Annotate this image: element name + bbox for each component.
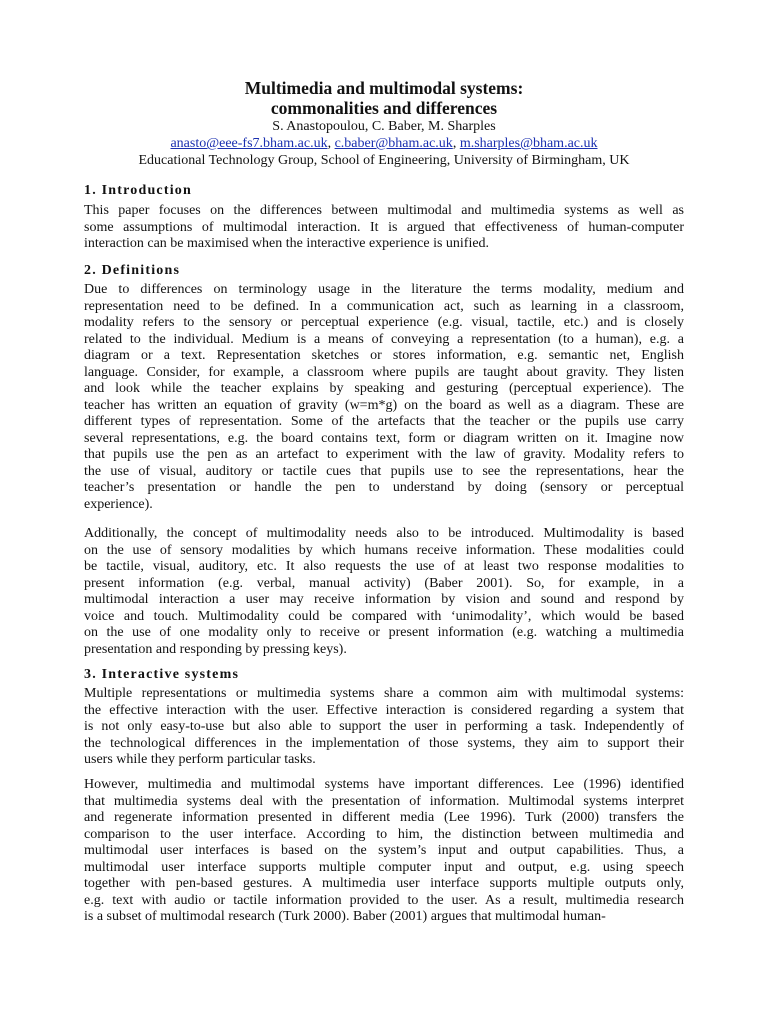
- paragraph-definitions-2: [84, 526, 684, 658]
- author-block: [0, 118, 768, 169]
- paragraph-line: diagram or a text. Representation sketches or stores information, e.g. semantic net, English: [84, 348, 684, 363]
- paragraph-line: related to the individual. Medium is a means of conveying a representation (to a human), e.g. a: [84, 331, 684, 347]
- paragraph-line: Additionally, the concept of multimodality needs also to be introduced. Multimodality is based: [84, 526, 684, 541]
- paragraph-line: voice and touch. Multimodality could be compared with ‘unimodality’, which would be based: [84, 608, 684, 624]
- paragraph-line: be tactile, visual, auditory, etc. It also requests the use of at least two response modalities to: [84, 559, 684, 574]
- paragraph-line: multimodal user interfaces is based on the system’s input and output capabilities. Thus, a: [84, 843, 684, 858]
- paragraph-line: interaction can be maximised when the interactive experience is unified.: [84, 236, 490, 251]
- email-link-sharples[interactable]: m.sharples@bham.ac.uk: [459, 136, 598, 151]
- paragraph-line: different types of representation. Some of the artefacts that the teacher or the pupils use carry: [84, 414, 684, 429]
- paragraph-line: teacher’s presentation or handle the pen to understand by doing (sensory or perceptual: [84, 480, 684, 495]
- paragraph-line: the use of visual, auditory or tactile cues that pupils use to see the representations, hear the: [84, 463, 684, 479]
- email-link-baber[interactable]: c.baber@bham.ac.uk: [334, 136, 453, 151]
- paragraph-line: and look while the teacher explains by speaking and gesturing (perceptual experience). The: [84, 381, 684, 396]
- paragraph-line: present information (e.g. verbal, manual activity) (Baber 2001). So, for example, in a: [84, 575, 684, 591]
- title-line: Multimedia and multimodal systems:: [244, 78, 524, 98]
- author-emails: [0, 135, 768, 152]
- paragraph-line: teacher has written an equation of gravity (w=m*g) on the board as well as a diagram. These are: [84, 397, 684, 413]
- paragraph-line: and regenerate information presented in different media (Lee 1996). Turk (2000) transfers the: [84, 810, 684, 825]
- paragraph-line: Due to differences on terminology usage in the literature the terms modality, medium and: [84, 282, 684, 297]
- paragraph-line: some assumptions of multimodal interaction. It is argued that effectiveness of human-computer: [84, 219, 684, 235]
- paragraph-line: However, multimedia and multimodal systems have important differences. Lee (1996) identified: [84, 777, 684, 792]
- paragraph-introduction: [84, 203, 684, 253]
- paragraph-line: comparison to the user interface. According to him, the distinction between multimedia and: [84, 826, 684, 842]
- paragraph-line: is a subset of multimodal research (Turk 2000). Baber (2001) argues that multimodal human-: [84, 909, 606, 924]
- paragraph-line: is not only easy-to-use but also able to support the user in performing a task. Independently of: [84, 719, 684, 734]
- paragraph-line: that pupils use the pen as an artefact to experiment with the law of gravity. Modality refers to: [84, 447, 684, 462]
- paragraph-line: experience).: [84, 496, 153, 512]
- paragraph-line: the effective interaction with the user. Effective interaction is considered regarding a system that: [84, 702, 684, 718]
- paragraph-line: e.g. text with audio or tactile information provided to the user. As a result, multimedia research: [84, 892, 684, 908]
- paragraph-line: This paper focuses on the differences between multimodal and multimedia systems as well as: [84, 203, 684, 218]
- paragraph-line: that multimedia systems deal with the presentation of information. Multimodal systems interpret: [84, 793, 684, 809]
- paragraph-line: the technological differences in the implementation of those systems, they aim to support their: [84, 735, 684, 751]
- paragraph-line: modality refers to the sensory or perceptual experience (e.g. visual, tactile, etc.) and is closely: [84, 315, 684, 330]
- paragraph-interactive-2: [84, 777, 684, 926]
- paragraph-line: on the use of one modality only to receive or present information (e.g. watching a multimedia: [84, 625, 684, 640]
- author-names: S. Anastopoulou, C. Baber, M. Sharples: [272, 119, 496, 134]
- section-heading-interactive-systems: 3. Interactive systems: [84, 667, 240, 682]
- email-link-anastopoulou[interactable]: anasto@eee-fs7.bham.ac.uk: [170, 136, 328, 151]
- paragraph-line: multimodal interaction a user may receive information by vision and sound and respond by: [84, 592, 684, 607]
- paragraph-line: multimodal user interface supports multiple computer input and output, e.g. using speech: [84, 859, 684, 875]
- paper-title: [0, 78, 768, 118]
- paragraph-line: several representations, e.g. the board contains text, form or diagram written on it. Imagine now: [84, 430, 684, 446]
- paragraph-interactive-1: [84, 686, 684, 769]
- paragraph-line: representation need to be defined. In a communication act, such as learning in a classroom,: [84, 298, 684, 314]
- title-line: commonalities and differences: [270, 98, 498, 118]
- paragraph-line: on the use of sensory modalities by which humans receive information. These modalities could: [84, 542, 684, 558]
- paragraph-definitions-1: [84, 282, 684, 513]
- section-heading-introduction: 1. Introduction: [84, 183, 192, 198]
- paragraph-line: users while they perform particular tasks.: [84, 752, 316, 767]
- paragraph-line: language. Consider, for example, a classroom where pupils are taught about gravity. They listen: [84, 364, 684, 380]
- section-heading-definitions: 2. Definitions: [84, 263, 181, 278]
- paragraph-line: presentation and responding by pressing keys).: [84, 641, 347, 657]
- affiliation: Educational Technology Group, School of Engineering, University of Birmingham, UK: [138, 153, 630, 168]
- email-separator: ,: [327, 136, 335, 151]
- paragraph-line: Multiple representations or multimedia systems share a common aim with multimodal systems:: [84, 686, 684, 701]
- paragraph-line: together with pen-based gestures. A multimedia user interface supports multiple outputs only,: [84, 876, 684, 891]
- email-separator: ,: [452, 136, 460, 151]
